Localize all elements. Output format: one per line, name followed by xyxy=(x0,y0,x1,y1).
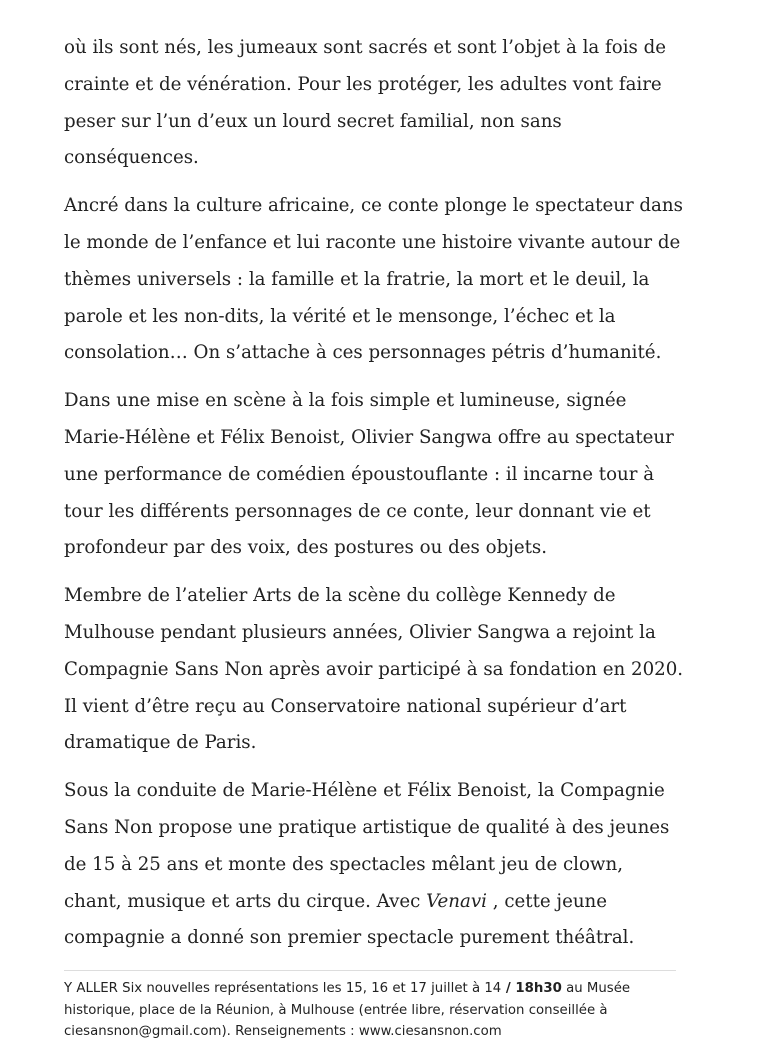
article-paragraph-2: Ancré dans la culture africaine, ce conte plonge le spectateur dans le monde de l’enfance et lui raconte une histoire vivante autour de thèmes universels : la famille et la fratrie, la mort et le deuil, la parole et les non-dits, la vérité et le mensonge, l’échec et la consolation… On s’attache à ces personnages pétris d’humanité. xyxy=(64,195,683,364)
article-paragraph-4: Membre de l’atelier Arts de la scène du collège Kennedy de Mulhouse pendant plusieurs années, Olivier Sangwa a rejoint la Compagnie Sans Non après avoir participé à sa fondation en 2020. Il vient d’être reçu au Conservatoire national supérieur d’art dramatique de Paris. xyxy=(64,585,684,754)
paragraph-5-text-after: , cette jeune compagnie a donné son premier spectacle purement théâtral. xyxy=(64,890,635,949)
article-paragraph-3: Dans une mise en scène à la fois simple et lumineuse, signée Marie-Hélène et Félix Benoist, Olivier Sangwa offre au spectateur une performance de comédien époustouflante : il incarne tour à tour les différents personnages de ce conte, leur donnant vie et profondeur par des voix, des postures ou des objets. xyxy=(64,390,674,559)
show-time: 18h30 xyxy=(515,981,562,996)
practical-info-text: Y ALLER Six nouvelles représentations les 15, 16 et 17 juillet à 14 xyxy=(64,981,502,996)
article-paragraph-1: où ils sont nés, les jumeaux sont sacrés et sont l’objet à la fois de crainte et de vénération. Pour les protéger, les adultes vont faire peser sur l’un d’eux un lourd secret familial, non sans conséquences. xyxy=(64,37,667,169)
article-body xyxy=(64,30,684,968)
practical-info-box xyxy=(64,970,676,1043)
practical-info-venue: au Musée historique, place de la Réunion, à Mulhouse (entrée libre, réservation conseillée à ciesansnon@gmail.com). Renseignements : www.ciesansnon.com xyxy=(64,981,631,1039)
paragraph-5-text-before: Sous la conduite de Marie-Hélène et Félix Benoist, la Compagnie Sans Non propose une pratique artistique de qualité à des jeunes de 15 à 25 ans et monte des spectacles mêlant jeu de clown, chant, musique et arts du cirque. Avec xyxy=(64,780,670,912)
time-separator: / xyxy=(501,981,516,996)
show-title: Venavi xyxy=(426,890,487,912)
article-paragraph-5 xyxy=(64,773,684,957)
